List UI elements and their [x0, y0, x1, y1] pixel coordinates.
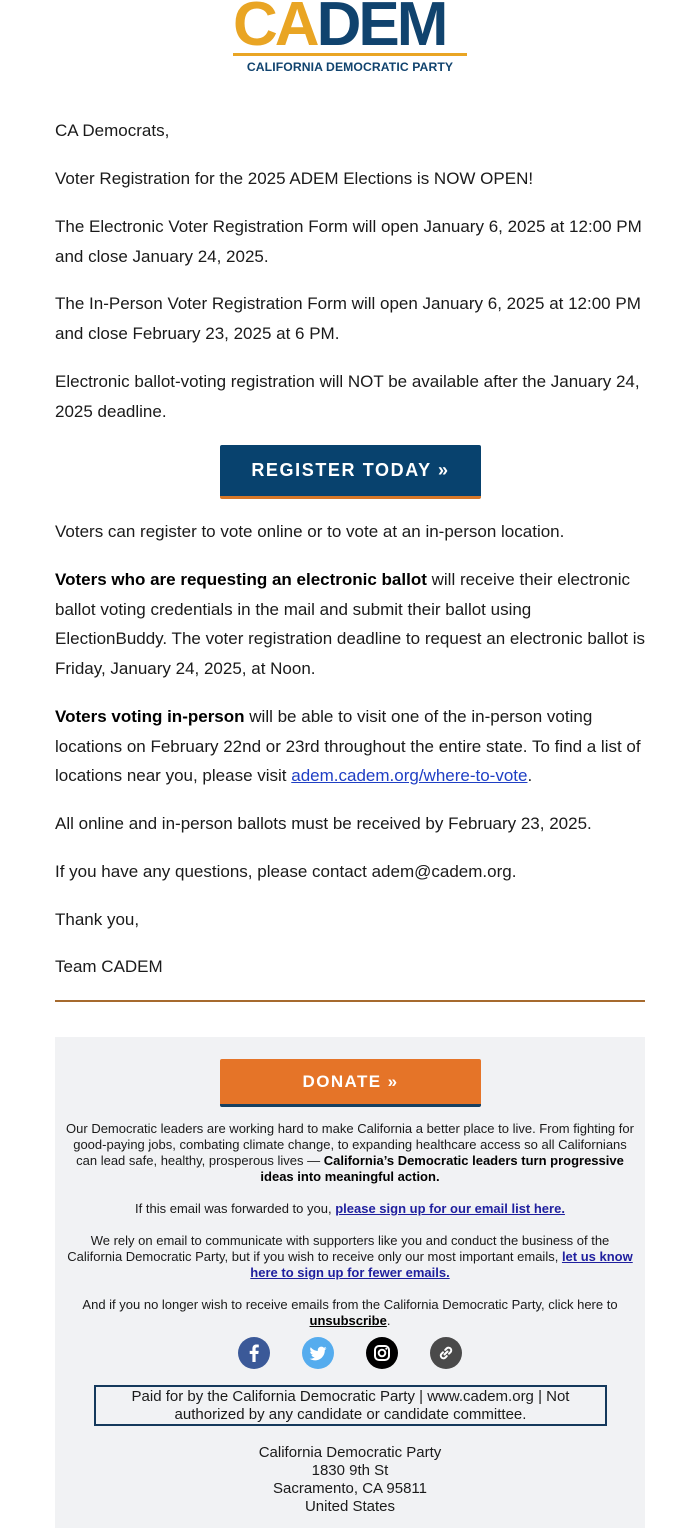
- link-icon[interactable]: [430, 1337, 462, 1369]
- paragraph-in-person: Voters voting in-person will be able to visit one of the in-person voting locations on February 22nd or 23rd throughout the entire state. To find a list of locations near you, please visit adem.cadem.org/where-to-vote.: [55, 707, 641, 785]
- facebook-icon[interactable]: [238, 1337, 270, 1369]
- signature: Team CADEM: [55, 957, 163, 976]
- unsubscribe-note: And if you no longer wish to receive emails from the California Democratic Party, click here to unsubscribe.: [82, 1297, 618, 1328]
- paragraph-ballots-received: All online and in-person ballots must be received by February 23, 2025.: [55, 814, 592, 833]
- twitter-icon[interactable]: [302, 1337, 334, 1369]
- closing-thanks: Thank you,: [55, 910, 140, 929]
- logo-subtitle: CALIFORNIA DEMOCRATIC PARTY: [246, 60, 454, 74]
- instagram-icon[interactable]: [366, 1337, 398, 1369]
- address-country: United States: [304, 1498, 396, 1515]
- address-street: 1830 9th St: [311, 1462, 389, 1479]
- in-person-bold: Voters voting in-person: [55, 707, 245, 726]
- electronic-ballot-bold: Voters who are requesting an electronic ballot: [55, 570, 427, 589]
- paid-for-disclaimer: Paid for by the California Democratic Party | www.cadem.org | Not authorized by any candidate or candidate committee.: [94, 1385, 607, 1426]
- paragraph-electronic-ballot: [55, 565, 647, 683]
- fewer-emails-link[interactable]: let us know here to sign up for fewer emails.: [250, 1249, 633, 1280]
- electronic-ballot-text: will receive their electronic ballot voting credentials in the mail and submit their ballot using ElectionBuddy. The voter registration deadline to request an electronic ballot is Friday, January 24, 2025, at Noon.: [55, 570, 645, 678]
- paragraph-in-person-form: The In-Person Voter Registration Form will open January 6, 2025 at 12:00 PM and close February 23, 2025 at 6 PM.: [55, 294, 641, 343]
- forwarded-note: If this email was forwarded to you, please sign up for our email list here.: [135, 1201, 565, 1216]
- mailing-address: [55, 1444, 645, 1516]
- where-to-vote-link[interactable]: adem.cadem.org/where-to-vote: [291, 766, 528, 785]
- donate-button[interactable]: DONATE »: [220, 1059, 481, 1107]
- divider: [55, 1000, 645, 1002]
- unsubscribe-link[interactable]: unsubscribe: [309, 1313, 387, 1328]
- logo-underline: [233, 53, 467, 56]
- cadem-logo: [0, 0, 700, 80]
- paragraph-registration-open: Voter Registration for the 2025 ADEM Elections is NOW OPEN!: [55, 169, 534, 188]
- address-city: Sacramento, CA 95811: [273, 1480, 427, 1497]
- register-today-button[interactable]: REGISTER TODAY »: [220, 445, 481, 499]
- greeting: CA Democrats,: [55, 121, 170, 140]
- in-person-text: will be able to visit one of the in-person voting locations on February 22nd or 23rd throughout the entire state. To find a list of locations near you, please visit: [55, 707, 641, 785]
- logo-wordmark: CADEM: [233, 0, 446, 50]
- mission-statement: Our Democratic leaders are working hard to make California a better place to live. From fighting for good-paying jobs, combating climate change, to expanding healthcare access so all Californians can lead safe, healthy, prosperous lives — California’s Democratic leaders turn progressive ideas into meaningful action.: [66, 1121, 634, 1184]
- email-signup-link[interactable]: please sign up for our email list here.: [335, 1201, 565, 1216]
- mission-bold: California’s Democratic leaders turn progressive ideas into meaningful action.: [260, 1153, 624, 1184]
- address-org: California Democratic Party: [258, 1444, 442, 1461]
- paragraph-electronic-form: The Electronic Voter Registration Form will open January 6, 2025 at 12:00 PM and close January 24, 2025.: [55, 217, 642, 266]
- footer: [55, 1037, 645, 1528]
- paragraph-register-options: Voters can register to vote online or to vote at an in-person location.: [55, 522, 565, 541]
- paragraph-contact: If you have any questions, please contact adem@cadem.org.: [55, 862, 517, 881]
- paragraph-deadline: Electronic ballot-voting registration will NOT be available after the January 24, 2025 deadline.: [55, 372, 640, 421]
- fewer-emails-note: We rely on email to communicate with supporters like you and conduct the business of the California Democratic Party, but if you wish to receive only our most important emails, let us know here to sign up for fewer emails.: [67, 1233, 633, 1280]
- social-links: [55, 1337, 645, 1371]
